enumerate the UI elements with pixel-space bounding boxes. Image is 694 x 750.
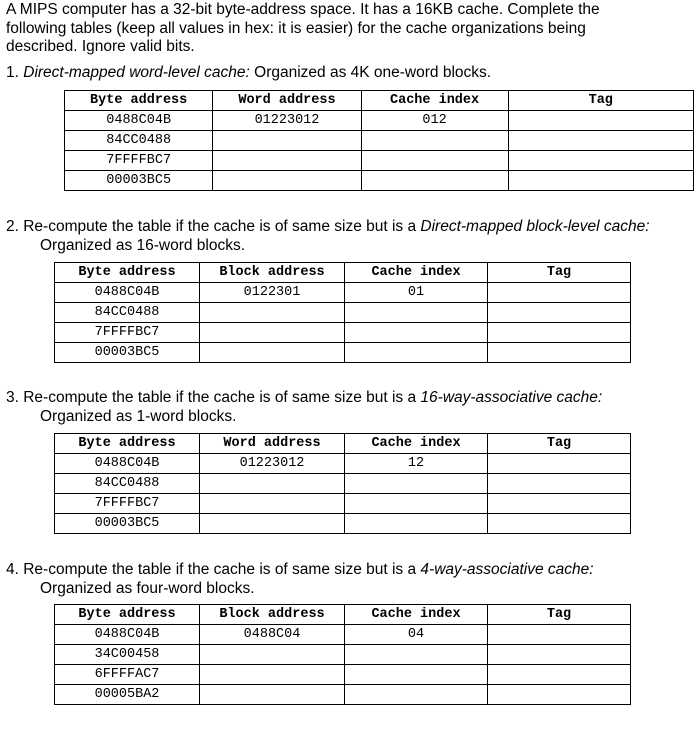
question-4-prompt: 4. Re-compute the table if the cache is of same size but is a	[6, 561, 417, 578]
cell-byte-address: 84CC0488	[55, 474, 200, 494]
cell-tag[interactable]	[488, 474, 631, 494]
table-row	[55, 665, 631, 685]
question-1-cache-type: Direct-mapped word-level cache:	[23, 64, 250, 81]
table-row	[55, 454, 631, 474]
cell-byte-address: 7FFFFBC7	[55, 494, 200, 514]
cell-block-address[interactable]	[200, 303, 345, 323]
question-3-organization: Organized as 1-word blocks.	[40, 407, 237, 425]
cell-tag[interactable]	[488, 303, 631, 323]
cell-tag[interactable]	[488, 685, 631, 705]
header-word-address: Word address	[213, 91, 361, 111]
cell-byte-address: 00003BC5	[65, 171, 213, 191]
table-row	[55, 303, 631, 323]
header-byte-address: Byte address	[55, 434, 200, 454]
header-block-address: Block address	[200, 605, 345, 625]
cell-tag[interactable]	[488, 665, 631, 685]
cell-block-address[interactable]	[200, 323, 345, 343]
table-row	[55, 645, 631, 665]
cell-byte-address: 00005BA2	[55, 685, 200, 705]
table-row	[55, 685, 631, 705]
cell-word-address[interactable]: 01223012	[213, 111, 361, 131]
cell-cache-index[interactable]	[345, 303, 488, 323]
table-row	[55, 323, 631, 343]
cell-cache-index[interactable]	[345, 474, 488, 494]
cell-cache-index[interactable]	[345, 343, 488, 363]
cell-byte-address: 0488C04B	[55, 625, 200, 645]
cell-cache-index[interactable]: 04	[345, 625, 488, 645]
table-row	[65, 131, 694, 151]
header-word-address: Word address	[200, 434, 345, 454]
cell-word-address[interactable]	[200, 494, 345, 514]
question-1-number: 1.	[6, 64, 19, 81]
table-2-header-row	[55, 263, 631, 283]
cell-byte-address: 0488C04B	[55, 454, 200, 474]
question-2	[6, 218, 650, 255]
cell-cache-index[interactable]	[345, 665, 488, 685]
cell-word-address[interactable]	[200, 514, 345, 534]
cell-byte-address: 84CC0488	[65, 131, 213, 151]
table-4	[54, 604, 631, 705]
question-2-organization: Organized as 16-word blocks.	[40, 236, 246, 254]
header-byte-address: Byte address	[65, 91, 213, 111]
table-2	[54, 262, 631, 363]
table-1-header-row	[65, 91, 694, 111]
question-3	[6, 389, 602, 426]
header-tag: Tag	[508, 91, 693, 111]
header-cache-index: Cache index	[345, 434, 488, 454]
table-3-header-row	[55, 434, 631, 454]
header-tag: Tag	[488, 434, 631, 454]
cell-cache-index[interactable]: 12	[345, 454, 488, 474]
header-byte-address: Byte address	[55, 263, 200, 283]
cell-tag[interactable]	[508, 151, 693, 171]
cell-byte-address: 7FFFFBC7	[55, 323, 200, 343]
table-row	[55, 494, 631, 514]
cell-byte-address: 00003BC5	[55, 514, 200, 534]
cell-tag[interactable]	[508, 111, 693, 131]
cell-block-address[interactable]	[200, 343, 345, 363]
question-1	[6, 64, 491, 83]
cell-tag[interactable]	[488, 323, 631, 343]
cell-tag[interactable]	[488, 645, 631, 665]
question-3-prompt: 3. Re-compute the table if the cache is of same size but is a	[6, 389, 417, 406]
cell-block-address[interactable]: 0122301	[200, 283, 345, 303]
question-3-cache-type: 16-way-associative cache:	[420, 389, 603, 406]
cell-word-address[interactable]	[213, 171, 361, 191]
cell-tag[interactable]	[488, 625, 631, 645]
cell-word-address[interactable]	[200, 474, 345, 494]
cell-block-address[interactable]	[200, 685, 345, 705]
header-tag: Tag	[488, 605, 631, 625]
cell-cache-index[interactable]	[345, 514, 488, 534]
cell-cache-index[interactable]	[345, 685, 488, 705]
header-cache-index: Cache index	[361, 91, 508, 111]
question-2-cache-type: Direct-mapped block-level cache:	[420, 218, 650, 235]
cell-tag[interactable]	[508, 131, 693, 151]
header-cache-index: Cache index	[345, 263, 488, 283]
cell-byte-address: 6FFFFAC7	[55, 665, 200, 685]
cell-byte-address: 34C00458	[55, 645, 200, 665]
cell-byte-address: 00003BC5	[55, 343, 200, 363]
cell-byte-address: 0488C04B	[65, 111, 213, 131]
question-1-organization: Organized as 4K one-word blocks.	[254, 64, 492, 81]
cell-cache-index[interactable]	[361, 151, 508, 171]
table-1	[64, 90, 694, 191]
header-tag: Tag	[488, 263, 631, 283]
table-row	[55, 514, 631, 534]
cell-tag[interactable]	[488, 514, 631, 534]
cell-block-address[interactable]	[200, 665, 345, 685]
cell-cache-index[interactable]: 012	[361, 111, 508, 131]
intro-paragraph: A MIPS computer has a 32-bit byte-address space. It has a 16KB cache. Complete the following tables (keep all values in hex: it is easier) for the cache organizations being described. Ignore valid bits.	[6, 1, 600, 55]
table-row	[55, 283, 631, 303]
cell-block-address[interactable]: 0488C04	[200, 625, 345, 645]
table-row	[65, 111, 694, 131]
cell-tag[interactable]	[488, 494, 631, 514]
question-4-organization: Organized as four-word blocks.	[40, 579, 255, 597]
table-row	[65, 151, 694, 171]
cell-cache-index[interactable]	[345, 494, 488, 514]
cell-tag[interactable]	[488, 343, 631, 363]
question-4-cache-type: 4-way-associative cache:	[420, 561, 594, 578]
header-block-address: Block address	[200, 263, 345, 283]
cell-block-address[interactable]	[200, 645, 345, 665]
cell-tag[interactable]	[488, 454, 631, 474]
cell-cache-index[interactable]: 01	[345, 283, 488, 303]
cell-byte-address: 0488C04B	[55, 283, 200, 303]
cell-cache-index[interactable]	[345, 645, 488, 665]
table-row	[55, 625, 631, 645]
question-4	[6, 561, 594, 598]
cell-cache-index[interactable]	[361, 171, 508, 191]
cell-byte-address: 7FFFFBC7	[65, 151, 213, 171]
header-cache-index: Cache index	[345, 605, 488, 625]
cell-tag[interactable]	[508, 171, 693, 191]
table-row	[65, 171, 694, 191]
cell-cache-index[interactable]	[345, 323, 488, 343]
cell-word-address[interactable]	[213, 131, 361, 151]
table-4-header-row	[55, 605, 631, 625]
cell-byte-address: 84CC0488	[55, 303, 200, 323]
table-row	[55, 474, 631, 494]
table-3	[54, 433, 631, 534]
cell-word-address[interactable]	[213, 151, 361, 171]
header-byte-address: Byte address	[55, 605, 200, 625]
cell-cache-index[interactable]	[361, 131, 508, 151]
table-row	[55, 343, 631, 363]
question-2-prompt: 2. Re-compute the table if the cache is of same size but is a	[6, 218, 417, 235]
cell-tag[interactable]	[488, 283, 631, 303]
cell-word-address[interactable]: 01223012	[200, 454, 345, 474]
